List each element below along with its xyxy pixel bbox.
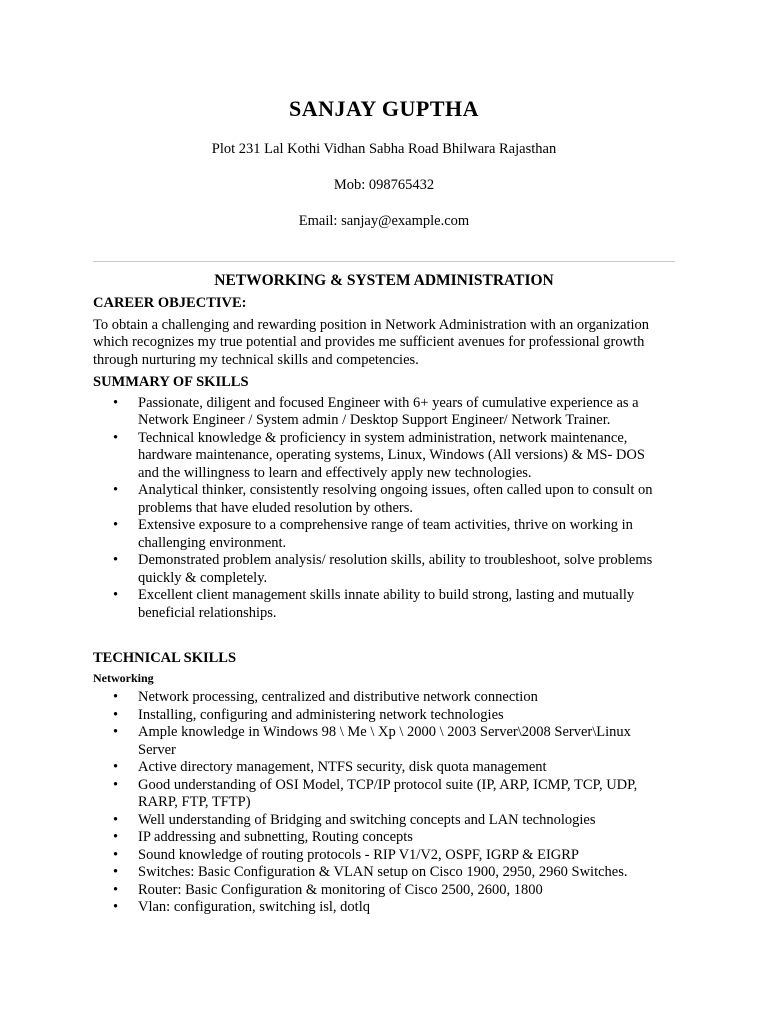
bullet-icon: •	[113, 394, 119, 411]
bullet-icon: •	[113, 776, 119, 793]
list-item-line: Network Engineer / System admin / Desktop Support Engineer/ Network Trainer.	[138, 412, 611, 428]
list-item-line: beneficial relationships.	[138, 604, 277, 621]
objective-line: which recognizes my true potential and provides me sufficient avenues for professional growth	[93, 334, 645, 350]
summary-of-skills-section	[93, 374, 683, 622]
list-item-line: Analytical thinker, consistently resolving ongoing issues, often called upon to consult on	[138, 482, 653, 498]
technical-skills-heading: TECHNICAL SKILLS	[93, 650, 237, 666]
list-item	[93, 707, 683, 725]
list-item	[93, 812, 683, 830]
technical-skills-list	[93, 689, 683, 917]
list-item	[93, 689, 683, 707]
objective-line: through nurturing my technical skills and competencies.	[93, 351, 419, 368]
list-item-line: Vlan: configuration, switching isl, dotlq	[138, 899, 370, 915]
list-item-line: Good understanding of OSI Model, TCP/IP protocol suite (IP, ARP, ICMP, TCP, UDP,	[138, 776, 638, 793]
objective-line: To obtain a challenging and rewarding position in Network Administration with an organization	[93, 316, 650, 333]
bullet-icon: •	[113, 517, 119, 533]
networking-subheading: Networking	[93, 670, 154, 685]
list-item-line: Technical knowledge & proficiency in system administration, network maintenance,	[138, 429, 628, 446]
list-item	[93, 517, 683, 552]
bullet-icon: •	[113, 829, 119, 845]
list-item	[93, 847, 683, 865]
bullet-icon: •	[113, 552, 119, 568]
bullet-icon: •	[113, 846, 119, 863]
bullet-icon: •	[113, 587, 119, 603]
list-item-line: hardware maintenance, operating systems, Linux, Windows (All versions) & MS- DOS	[138, 447, 645, 463]
header-divider	[93, 261, 675, 262]
email-address: Email: sanjay@example.com	[298, 213, 470, 229]
list-item	[93, 864, 683, 882]
list-item	[93, 430, 683, 483]
summary-skills-list	[93, 395, 683, 623]
list-item-line: Demonstrated problem analysis/ resolution skills, ability to troubleshoot, solve problems	[138, 552, 653, 568]
list-item-line: Active directory management, NTFS security, disk quota management	[138, 759, 547, 775]
bullet-icon: •	[113, 429, 119, 446]
list-item-line: Sound knowledge of routing protocols - RIP V1/V2, OSPF, IGRP & EIGRP	[138, 846, 579, 863]
list-item-line: Ample knowledge in Windows 98 \ Me \ Xp \ 2000 \ 2003 Server\2008 Server\Linux	[138, 724, 631, 740]
list-item	[93, 759, 683, 777]
list-item-line: Extensive exposure to a comprehensive range of team activities, thrive on working in	[138, 517, 633, 533]
list-item-line: Network processing, centralized and distributive network connection	[138, 689, 538, 705]
list-item	[93, 899, 683, 917]
list-item-line: Switches: Basic Configuration & VLAN setup on Cisco 1900, 2950, 2960 Switches.	[138, 864, 628, 880]
list-item-line: Excellent client management skills innate ability to build strong, lasting and mutually	[138, 587, 635, 603]
candidate-name: SANJAY GUPTHA	[288, 96, 480, 121]
list-item-line: challenging environment.	[138, 534, 287, 551]
list-item	[93, 724, 683, 759]
list-item	[93, 552, 683, 587]
resume-title: NETWORKING & SYSTEM ADMINISTRATION	[214, 272, 554, 289]
address: Plot 231 Lal Kothi Vidhan Sabha Road Bhilwara Rajasthan	[211, 141, 557, 157]
bullet-icon: •	[113, 864, 119, 880]
list-item	[93, 587, 683, 622]
list-item-line: Server	[138, 741, 176, 758]
list-item	[93, 395, 683, 430]
list-item	[93, 777, 683, 812]
technical-skills-section	[93, 650, 683, 917]
bullet-icon: •	[113, 689, 119, 705]
list-item-line: Installing, configuring and administering network technologies	[138, 706, 504, 723]
list-item	[93, 882, 683, 900]
list-item-line: Passionate, diligent and focused Engineer with 6+ years of cumulative experience as a	[138, 394, 639, 411]
mobile-number: Mob: 098765432	[333, 177, 435, 193]
bullet-icon: •	[113, 899, 119, 915]
list-item	[93, 482, 683, 517]
list-item-line: and the willingness to learn and effectively apply new technologies.	[138, 464, 532, 481]
bullet-icon: •	[113, 881, 119, 898]
list-item	[93, 829, 683, 847]
bullet-icon: •	[113, 811, 119, 828]
career-objective-section	[93, 295, 683, 369]
career-objective-heading: CAREER OBJECTIVE:	[93, 295, 247, 311]
list-item-line: problems that have eluded resolution by others.	[138, 499, 414, 516]
summary-of-skills-heading: SUMMARY OF SKILLS	[93, 374, 249, 390]
bullet-icon: •	[113, 759, 119, 775]
career-objective-text	[93, 317, 683, 370]
bullet-icon: •	[113, 706, 119, 723]
bullet-icon: •	[113, 482, 119, 498]
bullet-icon: •	[113, 724, 119, 740]
list-item-line: Well understanding of Bridging and switching concepts and LAN technologies	[138, 811, 596, 828]
list-item-line: quickly & completely.	[138, 569, 268, 586]
list-item-line: Router: Basic Configuration & monitoring of Cisco 2500, 2600, 1800	[138, 881, 543, 898]
list-item-line: RARP, FTP, TFTP)	[138, 794, 251, 810]
list-item-line: IP addressing and subnetting, Routing concepts	[138, 829, 413, 845]
